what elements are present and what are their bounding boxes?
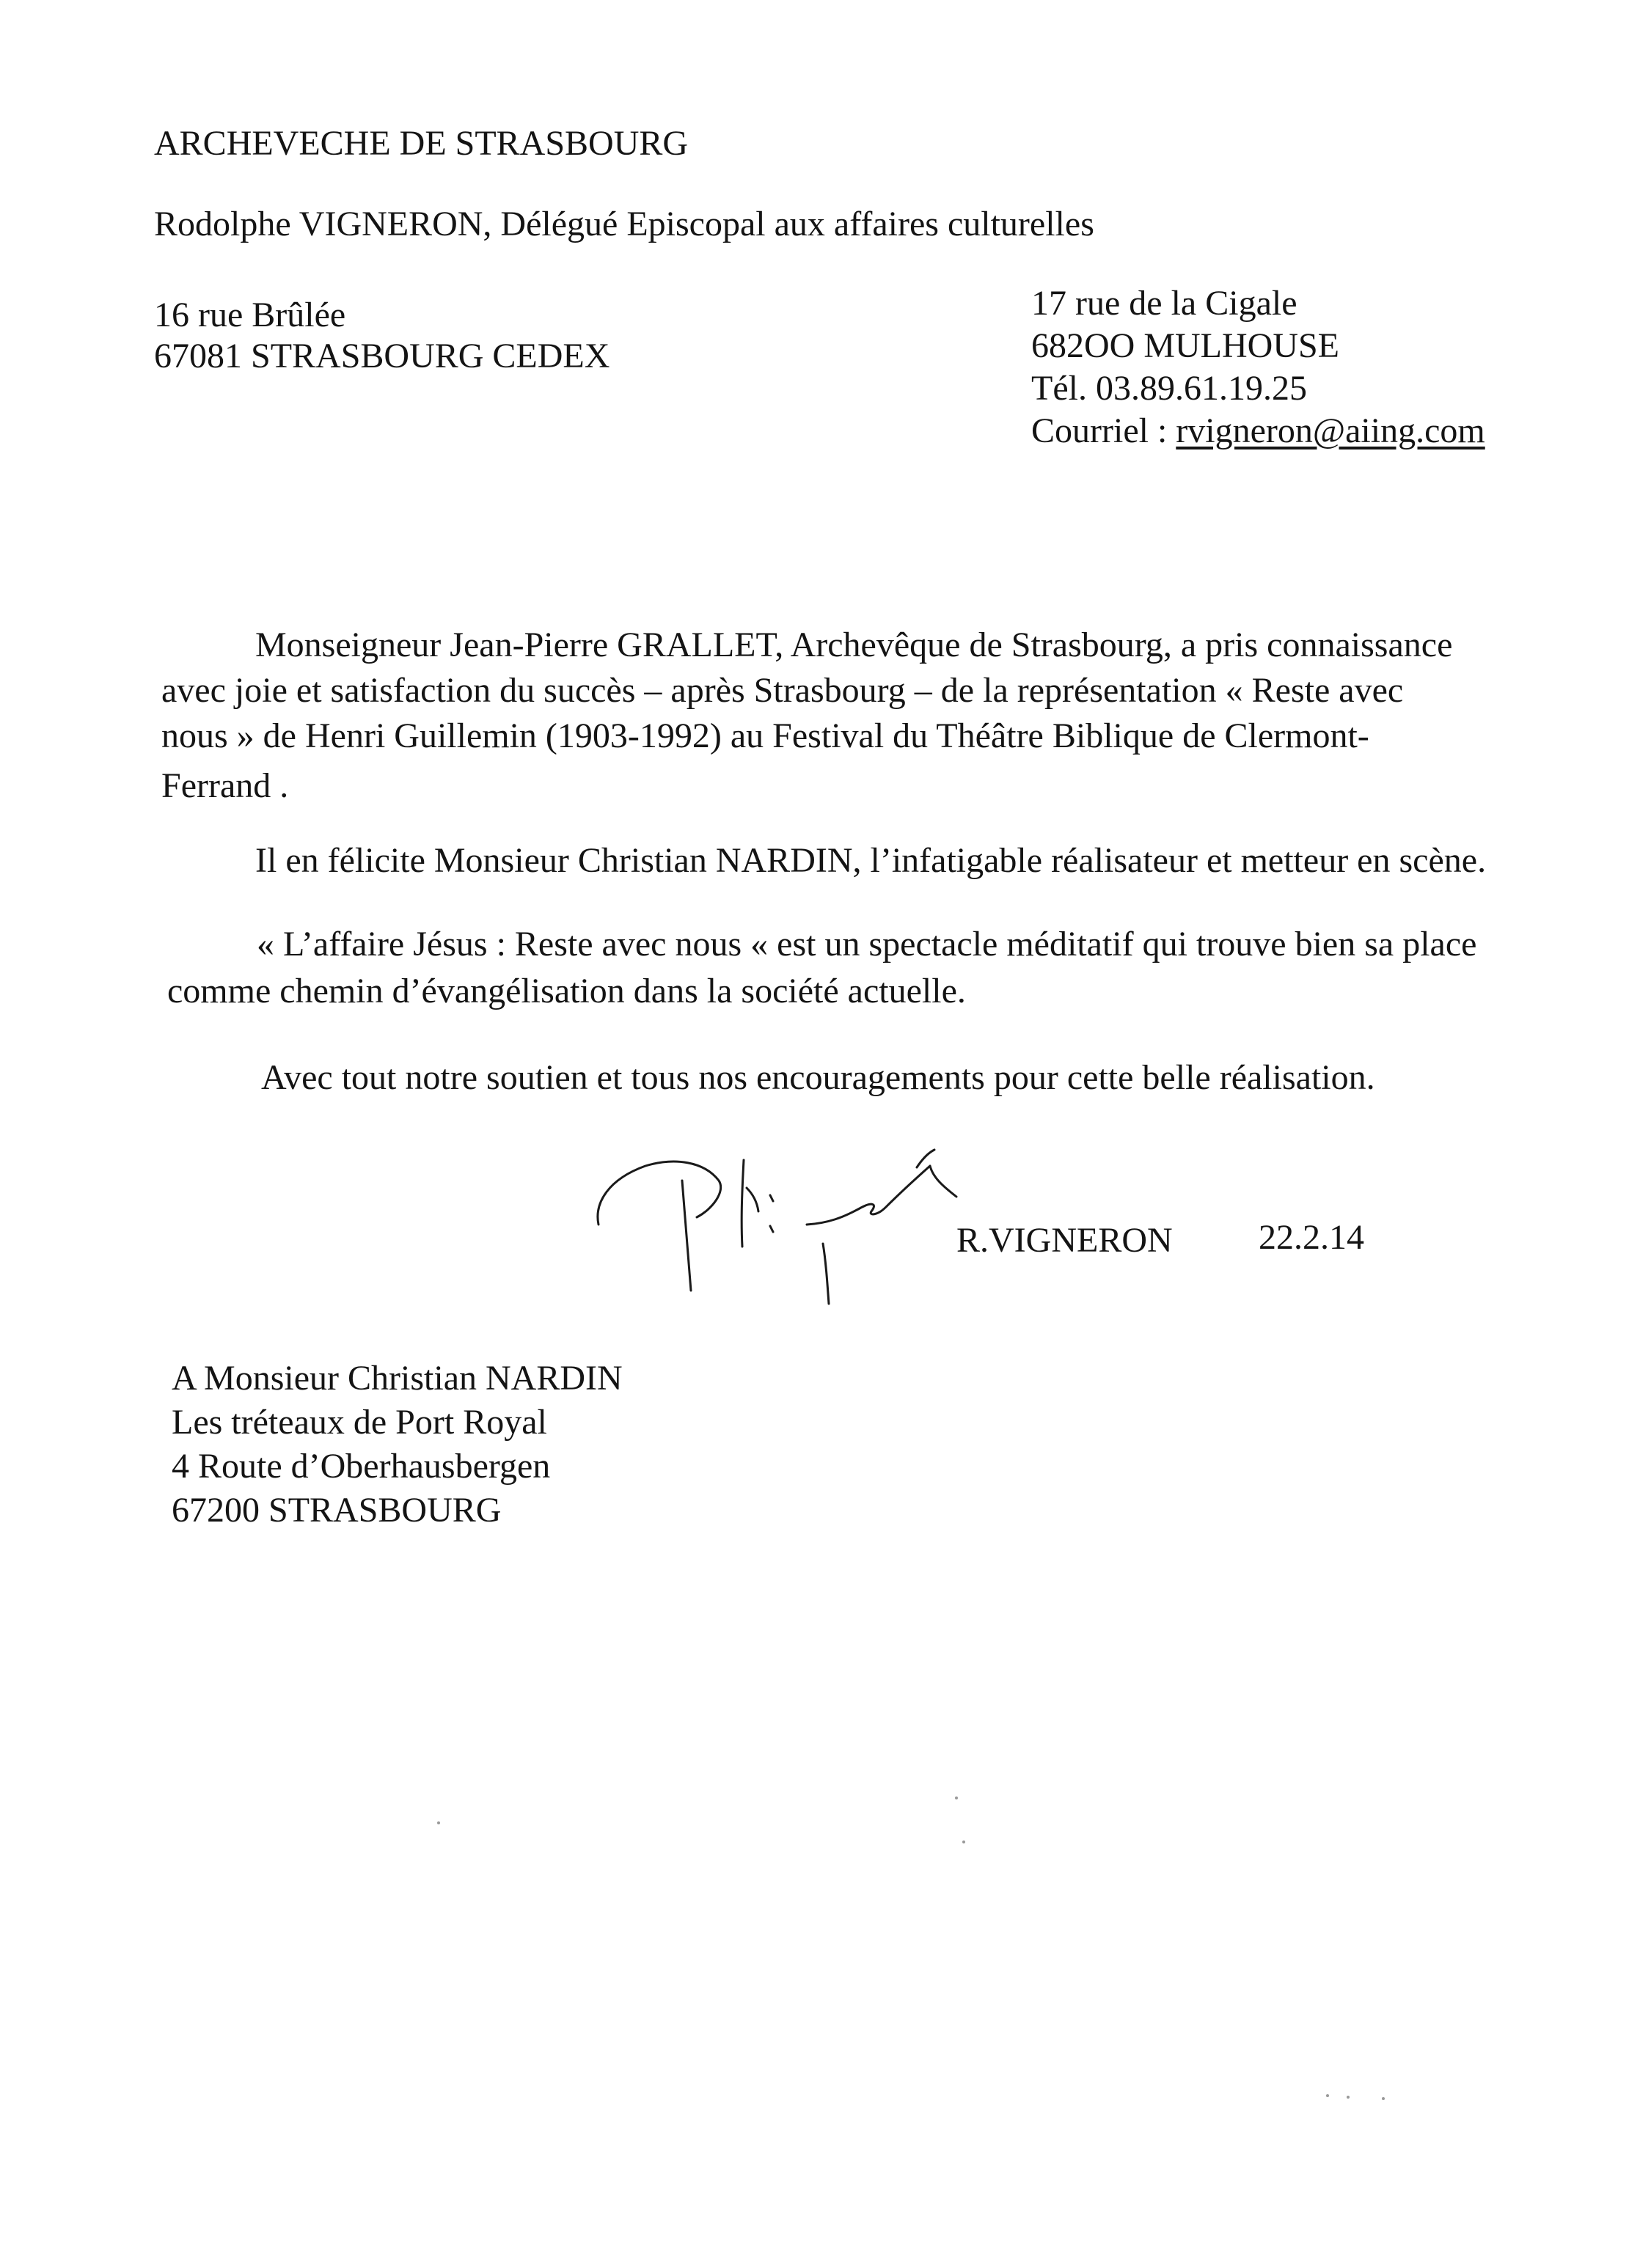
recipient-name: A Monsieur Christian NARDIN	[172, 1359, 623, 1398]
email-link[interactable]: rvigneron@aiing.com	[1176, 411, 1485, 450]
body-p1-line3: nous » de Henri Guillemin (1903-1992) au Festival du Théâtre Biblique de Clermont-	[161, 716, 1369, 755]
recipient-org: Les tréteaux de Port Royal	[172, 1403, 547, 1442]
scan-speck	[437, 1821, 440, 1824]
body-p1-line2: avec joie et satisfaction du succès – après Strasbourg – de la représentation « Reste avec	[161, 671, 1404, 710]
scan-speck	[1326, 2094, 1329, 2097]
org-name: ARCHEVECHE DE STRASBOURG	[154, 124, 689, 163]
signature-date: 22.2.14	[1259, 1218, 1364, 1257]
address-right-city: 682OO MULHOUSE	[1031, 326, 1339, 365]
body-p3-line1: « L’affaire Jésus : Reste avec nous « est un spectacle méditatif qui trouve bien sa place	[257, 925, 1477, 964]
body-p3-line2: comme chemin d’évangélisation dans la société actuelle.	[167, 972, 966, 1010]
address-right-street: 17 rue de la Cigale	[1031, 284, 1297, 323]
body-p4: Avec tout notre soutien et tous nos encouragements pour cette belle réalisation.	[261, 1058, 1375, 1097]
signature-name: R.VIGNERON	[956, 1221, 1173, 1260]
body-p1-line4: Ferrand .	[161, 766, 289, 805]
email-label: Courriel :	[1031, 411, 1176, 450]
body-p1-line1: Monseigneur Jean-Pierre GRALLET, Archevêque de Strasbourg, a pris connaissance	[255, 625, 1453, 664]
address-left-city: 67081 STRASBOURG CEDEX	[154, 337, 610, 375]
recipient-city: 67200 STRASBOURG	[172, 1491, 502, 1530]
address-left-street: 16 rue Brûlée	[154, 296, 346, 334]
handwritten-signature	[587, 1115, 1056, 1305]
scan-speck	[955, 1797, 958, 1799]
address-right-phone: Tél. 03.89.61.19.25	[1031, 369, 1307, 408]
scan-speck	[1382, 2097, 1385, 2100]
scan-speck	[1347, 2096, 1350, 2099]
sender-line: Rodolphe VIGNERON, Délégué Episcopal aux affaires culturelles	[154, 205, 1094, 243]
recipient-street: 4 Route d’Oberhausbergen	[172, 1447, 551, 1486]
scan-speck	[962, 1841, 965, 1843]
address-right-email-row	[1031, 411, 1485, 452]
body-p2: Il en félicite Monsieur Christian NARDIN, l’infatigable réalisateur et metteur en scène.	[255, 841, 1487, 880]
